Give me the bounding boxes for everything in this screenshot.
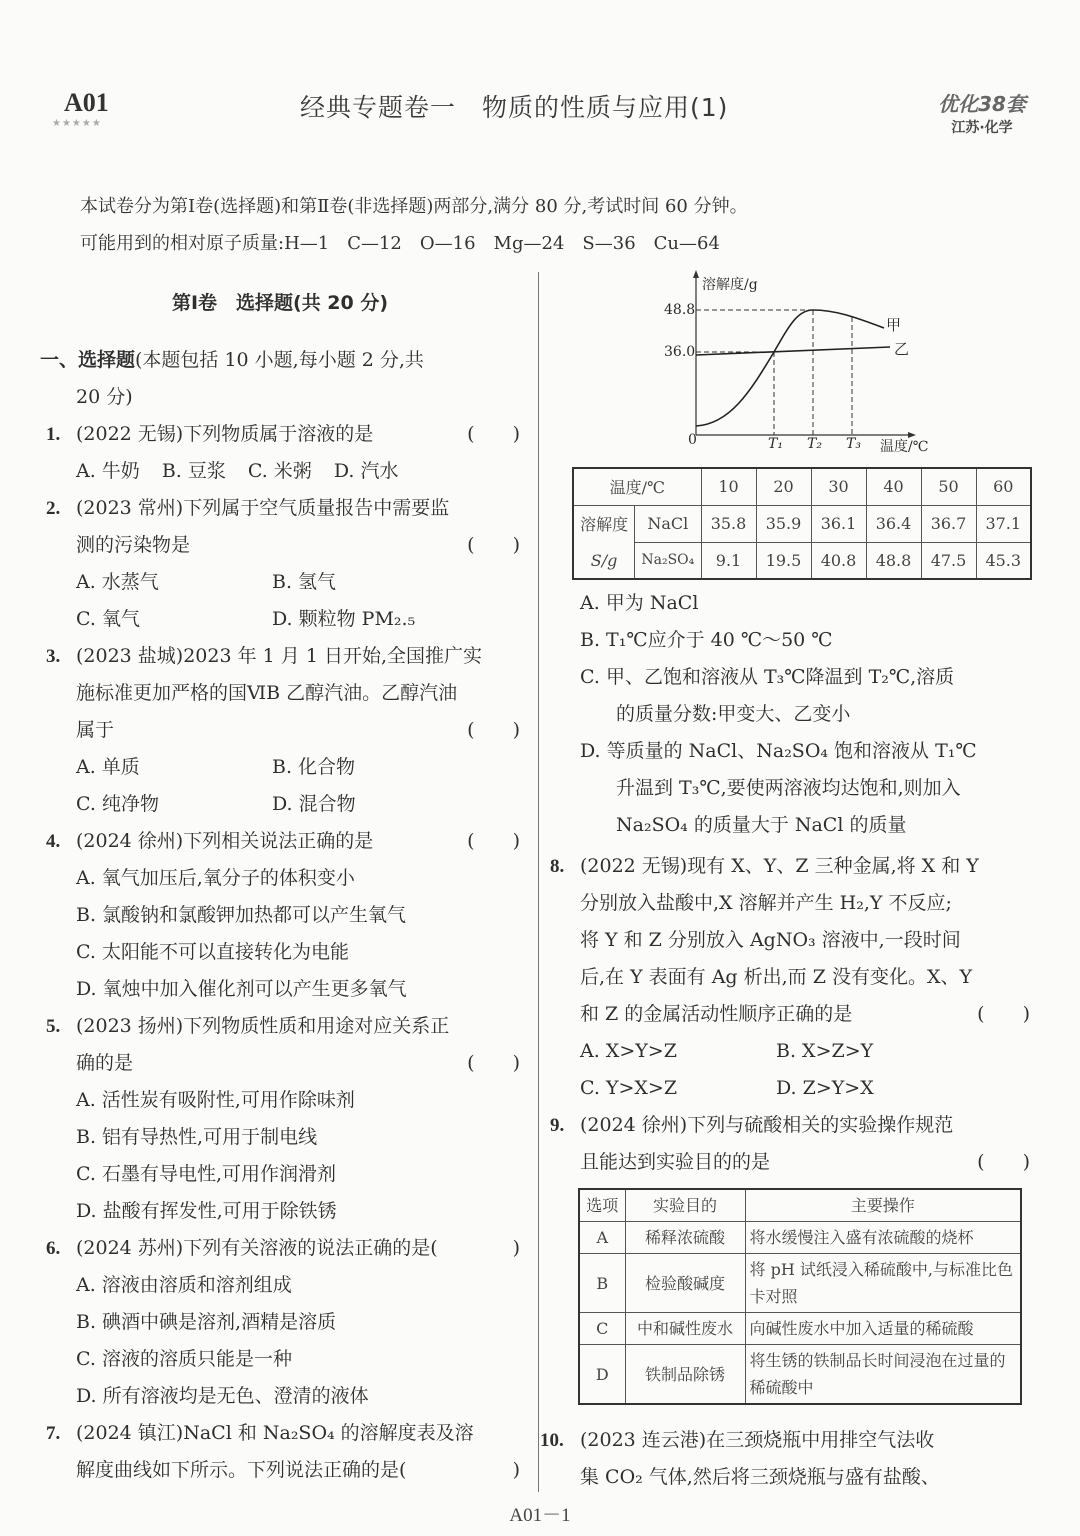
table-header-cell: 20 — [756, 468, 811, 505]
question-10 — [540, 1422, 1030, 1459]
option-d-cont: Na₂SO₄ 的质量大于 NaCl 的质量 — [616, 814, 907, 836]
part-note: (本题包括 10 小题,每小题 2 分,共 — [135, 349, 424, 371]
option-d: D. 氧烛中加入催化剂可以产生更多氧气 — [76, 978, 407, 1000]
table-header-cell: 实验目的 — [625, 1189, 745, 1222]
option-d: D. 等质量的 NaCl、Na₂SO₄ 饱和溶液从 T₁℃ — [580, 740, 977, 762]
answer-blank[interactable]: ( ) — [977, 1003, 1030, 1025]
option-b: B. T₁℃应介于 40 ℃～50 ℃ — [580, 629, 833, 651]
question-5 — [40, 1008, 520, 1045]
option-c: C. 溶液的溶质只能是一种 — [76, 1348, 292, 1370]
table-row — [579, 1222, 1021, 1254]
question-8-cont — [560, 996, 1030, 1033]
option-b: B. 氢气 — [272, 571, 337, 593]
row-name: Na₂SO₄ — [635, 542, 701, 579]
answer-blank[interactable]: ) — [512, 1459, 520, 1481]
table-cell: 将水缓慢注入盛有浓硫酸的烧杯 — [745, 1222, 1021, 1254]
table-row — [579, 1345, 1021, 1405]
right-column-q7-options — [560, 585, 1030, 844]
part-note-cont: 20 分) — [76, 386, 133, 408]
question-2-cont — [40, 527, 520, 564]
question-stem: (2024 镇江)NaCl 和 Na₂SO₄ 的溶解度表及溶 — [76, 1422, 474, 1444]
answer-blank[interactable]: ( ) — [467, 1052, 520, 1074]
option-d-cont: 升温到 T₃℃,要使两溶液均达饱和,则加入 — [616, 777, 961, 799]
question-number: 2. — [46, 498, 61, 519]
options-q8 — [560, 1033, 1030, 1107]
experiment-table — [578, 1188, 1022, 1405]
option-a: A. 牛奶 — [76, 460, 140, 482]
question-8-cont — [560, 959, 1030, 996]
question-stem: (2023 连云港)在三颈烧瓶中用排空气法收 — [580, 1429, 935, 1451]
option-c: C. 石墨有导电性,可用作润滑剂 — [76, 1163, 336, 1185]
table-header-cell: 60 — [976, 468, 1031, 505]
option-d: D. 盐酸有挥发性,可用于除铁锈 — [76, 1200, 337, 1222]
question-2 — [40, 490, 520, 527]
question-number: 10. — [540, 1430, 564, 1451]
option-c: C. 米粥 — [247, 460, 312, 482]
origin-label: 0 — [688, 432, 697, 448]
question-stem: 集 CO₂ 气体,然后将三颈烧瓶与盛有盐酸、 — [580, 1466, 940, 1488]
series-label-yi: 乙 — [894, 340, 910, 358]
section-title: 第Ⅰ卷 选择题(共 20 分) — [171, 292, 389, 314]
table-row — [573, 542, 1031, 579]
answer-blank[interactable]: ( ) — [977, 1151, 1030, 1173]
table-header-cell: 选项 — [579, 1189, 625, 1222]
y-tick-48-8: 48.8 — [664, 302, 696, 318]
question-6 — [40, 1230, 520, 1267]
option-b: B. X>Z>Y — [776, 1040, 874, 1062]
solubility-table — [572, 467, 1032, 580]
question-stem: 解度曲线如下所示。下列说法正确的是( — [76, 1459, 407, 1481]
options-q2 — [40, 564, 520, 638]
x-axis-label: 温度/℃ — [880, 439, 929, 455]
table-cell: 40.8 — [811, 542, 866, 579]
table-cell: 47.5 — [921, 542, 976, 579]
answer-blank[interactable]: ( ) — [467, 423, 520, 445]
option-c-cont: 的质量分数:甲变大、乙变小 — [616, 703, 851, 725]
atomic-masses: 可能用到的相对原子质量:H—1 C—12 O—16 Mg—24 S—36 Cu—64 — [80, 233, 720, 254]
question-number: 7. — [46, 1423, 61, 1444]
option-c: C. Y>X>Z — [580, 1077, 678, 1099]
table-cell: 9.1 — [701, 542, 756, 579]
exam-intro — [80, 188, 748, 262]
table-header-cell: 30 — [811, 468, 866, 505]
table-cell: D — [579, 1345, 625, 1405]
option-a: A. 甲为 NaCl — [580, 592, 699, 614]
answer-blank[interactable]: ) — [512, 1237, 520, 1259]
question-4 — [40, 823, 520, 860]
option-a: A. 水蒸气 — [76, 571, 159, 593]
question-stem: (2024 徐州)下列与硫酸相关的实验操作规范 — [580, 1114, 954, 1136]
table-cell: A — [579, 1222, 625, 1254]
question-3-cont — [40, 675, 520, 712]
question-stem: (2023 常州)下列属于空气质量报告中需要监 — [76, 497, 450, 519]
option-d: D. 汽水 — [333, 460, 399, 482]
option-d: D. 所有溶液均是无色、澄清的液体 — [76, 1385, 369, 1407]
question-stem: 将 Y 和 Z 分别放入 AgNO₃ 溶液中,一段时间 — [580, 929, 961, 951]
table-header-cell: 主要操作 — [745, 1189, 1021, 1222]
table-cell: 向碱性废水中加入适量的稀硫酸 — [745, 1313, 1021, 1345]
option-b: B. 碘酒中碘是溶剂,酒精是溶质 — [76, 1311, 337, 1333]
question-stem: 后,在 Y 表面有 Ag 析出,而 Z 没有变化。X、Y — [580, 966, 973, 988]
table-cell: 48.8 — [866, 542, 921, 579]
table-row — [573, 505, 1031, 542]
x-tick-t1: T₁ — [768, 436, 783, 452]
option-b: B. 氯酸钠和氯酸钾加热都可以产生氧气 — [76, 904, 407, 926]
table-header-cell: 温度/℃ — [573, 468, 701, 505]
option-a: A. 活性炭有吸附性,可用作除味剂 — [76, 1089, 355, 1111]
row-group-label: 溶解度 — [573, 505, 635, 542]
paper-code: A01 — [64, 88, 109, 117]
table-cell: C — [579, 1313, 625, 1345]
option-d: D. Z>Y>X — [776, 1077, 874, 1099]
right-column-q8-q9 — [550, 848, 1030, 1181]
brand-logo — [932, 88, 1032, 137]
table-cell: 19.5 — [756, 542, 811, 579]
option-c: C. 纯净物 — [76, 793, 159, 815]
question-number: 8. — [550, 856, 565, 877]
table-header-cell: 50 — [921, 468, 976, 505]
question-stem: 确的是 — [76, 1052, 134, 1074]
answer-blank[interactable]: ( ) — [467, 830, 520, 852]
table-cell: 稀释浓硫酸 — [625, 1222, 745, 1254]
question-8-cont — [560, 922, 1030, 959]
part-heading — [40, 342, 520, 379]
question-number: 9. — [550, 1115, 565, 1136]
option-c: C. 太阳能不可以直接转化为电能 — [76, 941, 349, 963]
question-number: 1. — [46, 424, 61, 445]
brand-name: 优化38套 — [938, 92, 1026, 116]
table-row — [579, 1254, 1021, 1313]
page-number: A01－1 — [509, 1505, 571, 1526]
question-number: 5. — [46, 1016, 61, 1037]
x-tick-t3: T₃ — [846, 436, 861, 452]
table-header-cell: 10 — [701, 468, 756, 505]
right-column-q10 — [540, 1422, 1030, 1496]
option-b: B. 化合物 — [272, 756, 356, 778]
question-stem: 测的污染物是 — [76, 534, 191, 556]
table-cell: 37.1 — [976, 505, 1031, 542]
question-number: 6. — [46, 1238, 61, 1259]
page-header — [0, 0, 1080, 160]
x-tick-t2: T₂ — [807, 436, 822, 452]
table-cell: 检验酸碱度 — [625, 1254, 745, 1313]
table-cell: 35.8 — [701, 505, 756, 542]
question-7-cont — [40, 1452, 520, 1489]
table-cell: 36.7 — [921, 505, 976, 542]
options-q3 — [40, 749, 520, 823]
question-8-cont — [560, 885, 1030, 922]
series-label-jia: 甲 — [886, 316, 902, 334]
table-header-row — [573, 468, 1031, 505]
page-title: 经典专题卷一 物质的性质与应用(1) — [300, 93, 729, 122]
table-header-row — [579, 1189, 1021, 1222]
question-stem: 属于 — [76, 719, 115, 741]
y-tick-36-0: 36.0 — [664, 344, 696, 360]
question-7 — [40, 1415, 520, 1452]
question-stem: (2022 无锡)现有 X、Y、Z 三种金属,将 X 和 Y — [580, 855, 979, 877]
option-a: A. X>Y>Z — [580, 1040, 677, 1062]
option-a: A. 溶液由溶质和溶剂组成 — [76, 1274, 292, 1296]
question-1 — [40, 416, 520, 453]
star-rating-icon: ★★★★★ — [52, 118, 102, 129]
question-5-cont — [40, 1045, 520, 1082]
brand-subject: 江苏·化学 — [951, 120, 1013, 136]
exam-instructions: 本试卷分为第Ⅰ卷(选择题)和第Ⅱ卷(非选择题)两部分,满分 80 分,考试时间 60 分钟。 — [80, 196, 748, 217]
table-cell: 中和碱性废水 — [625, 1313, 745, 1345]
question-stem: (2023 盐城)2023 年 1 月 1 日开始,全国推广实 — [76, 645, 482, 667]
table-cell: 45.3 — [976, 542, 1031, 579]
table-cell: 36.1 — [811, 505, 866, 542]
question-stem: 和 Z 的金属活动性顺序正确的是 — [580, 1003, 853, 1025]
question-number: 4. — [46, 831, 61, 852]
option-c: C. 甲、乙饱和溶液从 T₃℃降温到 T₂℃,溶质 — [580, 666, 955, 688]
option-b: B. 铝有导热性,可用于制电线 — [76, 1126, 318, 1148]
option-c: C. 氧气 — [76, 608, 140, 630]
table-cell: B — [579, 1254, 625, 1313]
left-column — [40, 285, 520, 1489]
table-cell: 将 pH 试纸浸入稀硫酸中,与标准比色卡对照 — [745, 1254, 1021, 1313]
table-cell: 35.9 — [756, 505, 811, 542]
option-b: B. 豆浆 — [161, 460, 226, 482]
question-8 — [550, 848, 1030, 885]
question-stem: 施标准更加严格的国ⅥB 乙醇汽油。乙醇汽油 — [76, 682, 458, 704]
table-cell: 36.4 — [866, 505, 921, 542]
row-name: NaCl — [635, 505, 701, 542]
question-3-cont — [40, 712, 520, 749]
question-number: 3. — [46, 646, 61, 667]
part-label: 一、选择题 — [40, 349, 136, 371]
solubility-chart — [660, 262, 960, 462]
question-stem: (2023 扬州)下列物质性质和用途对应关系正 — [76, 1015, 450, 1037]
table-row — [579, 1313, 1021, 1345]
answer-blank[interactable]: ( ) — [467, 719, 520, 741]
option-a: A. 氧气加压后,氧分子的体积变小 — [76, 867, 355, 889]
column-divider — [538, 272, 539, 1492]
answer-blank[interactable]: ( ) — [467, 534, 520, 556]
question-stem: (2024 苏州)下列有关溶液的说法正确的是( — [76, 1237, 438, 1259]
question-stem: 且能达到实验目的的是 — [580, 1151, 771, 1173]
table-cell: 铁制品除锈 — [625, 1345, 745, 1405]
question-9-cont — [560, 1144, 1030, 1181]
options-q1 — [40, 453, 520, 490]
question-3 — [40, 638, 520, 675]
table-header-cell: 40 — [866, 468, 921, 505]
question-stem: 分别放入盐酸中,X 溶解并产生 H₂,Y 不反应; — [580, 892, 952, 914]
option-d: D. 混合物 — [272, 793, 356, 815]
option-a: A. 单质 — [76, 756, 140, 778]
table-cell: 将生锈的铁制品长时间浸泡在过量的稀硫酸中 — [745, 1345, 1021, 1405]
question-stem: (2024 徐州)下列相关说法正确的是 — [76, 830, 374, 852]
question-stem: (2022 无锡)下列物质属于溶液的是 — [76, 423, 374, 445]
option-d: D. 颗粒物 PM₂.₅ — [272, 608, 416, 630]
y-axis-label: 溶解度/g — [702, 277, 758, 293]
row-group-label: S/g — [573, 542, 635, 579]
question-10-cont — [560, 1459, 1030, 1496]
question-9 — [550, 1107, 1030, 1144]
